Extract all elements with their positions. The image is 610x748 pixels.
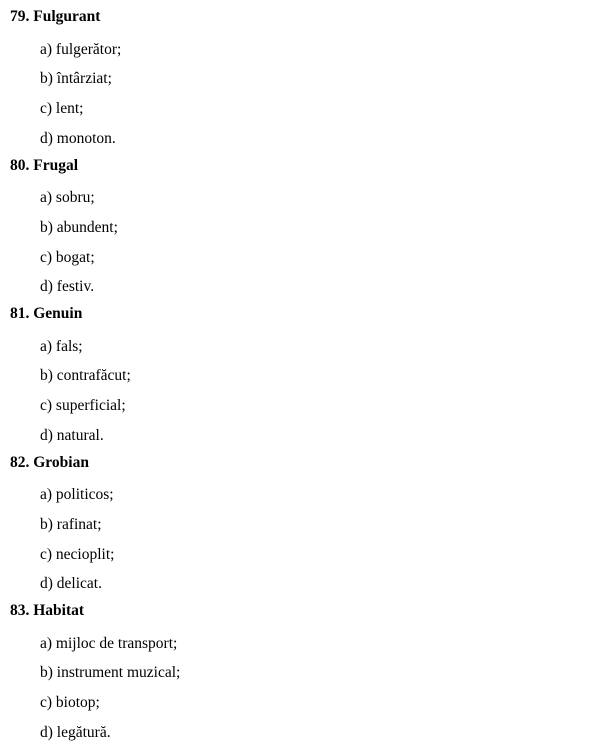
option-c: c) lent; bbox=[40, 100, 84, 118]
question-title: 82. Grobian bbox=[10, 453, 89, 471]
quiz-document bbox=[0, 5, 610, 748]
option-a: a) fulgerător; bbox=[40, 40, 122, 58]
question-82 bbox=[0, 451, 610, 600]
option-a: a) sobru; bbox=[40, 189, 95, 207]
option-d: d) festiv. bbox=[40, 278, 95, 296]
option-c: c) superficial; bbox=[40, 397, 126, 415]
option-d: d) monoton. bbox=[40, 129, 116, 147]
question-title: 81. Genuin bbox=[10, 305, 83, 322]
option-a: a) fals; bbox=[40, 337, 83, 355]
option-d: d) delicat. bbox=[40, 575, 102, 593]
option-c: c) biotop; bbox=[40, 694, 100, 712]
option-b: b) rafinat; bbox=[40, 515, 102, 533]
option-a: a) mijloc de transport; bbox=[40, 634, 178, 652]
option-d: d) natural. bbox=[40, 426, 104, 444]
question-title: 80. Frugal bbox=[10, 156, 79, 174]
option-b: b) întârziat; bbox=[40, 70, 112, 88]
question-title: 79. Fulgurant bbox=[10, 8, 101, 25]
question-81 bbox=[0, 302, 610, 451]
question-80 bbox=[0, 154, 610, 303]
option-d: d) legătură. bbox=[40, 723, 111, 741]
option-b: b) contrafăcut; bbox=[40, 367, 131, 385]
option-a: a) politicos; bbox=[40, 486, 114, 504]
option-c: c) necioplit; bbox=[40, 545, 115, 563]
question-79 bbox=[0, 5, 610, 154]
question-83 bbox=[0, 599, 610, 748]
option-b: b) instrument muzical; bbox=[40, 664, 181, 682]
question-title: 83. Habitat bbox=[10, 602, 85, 619]
option-b: b) abundent; bbox=[40, 218, 118, 236]
option-c: c) bogat; bbox=[40, 248, 95, 266]
